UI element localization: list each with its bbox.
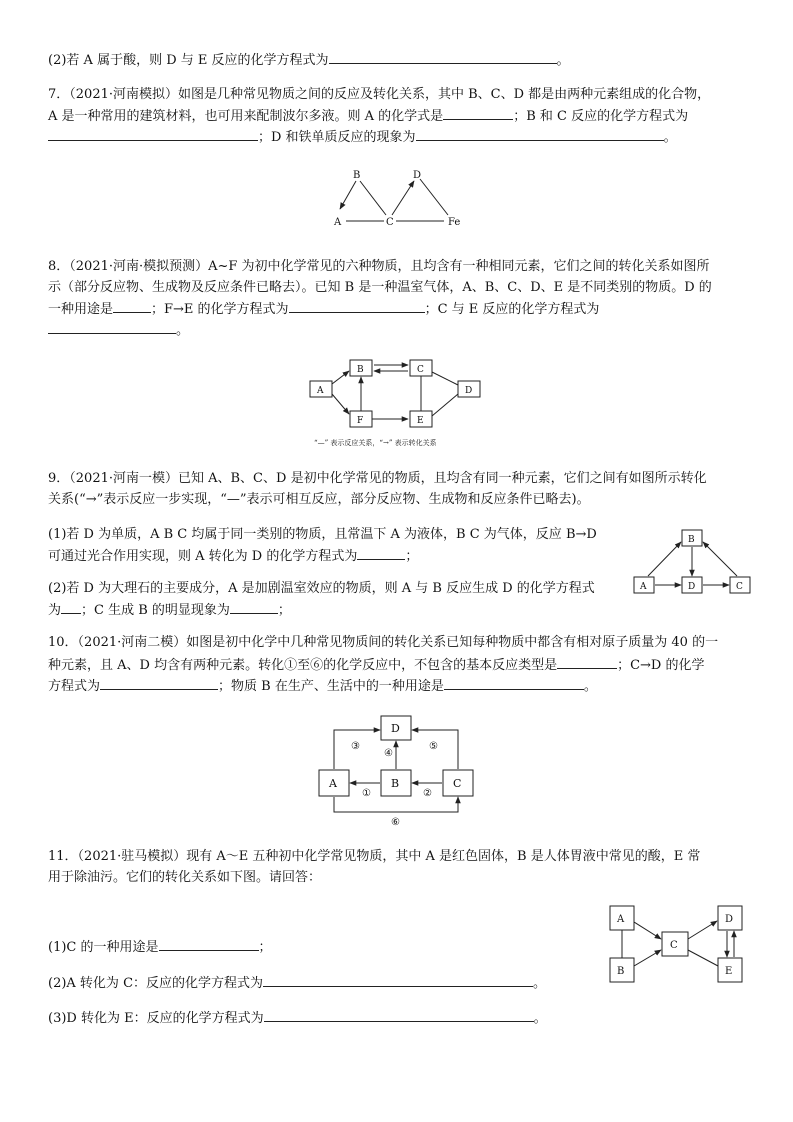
q11-node-b: B	[617, 966, 625, 977]
q8-line2: 示（部分反应物、生成物及反应条件已略去）。已知 B 是一种温室气体，A、B、C、D、E 是不同类别的物质。D 的	[48, 280, 712, 295]
q11-sub1-line	[48, 937, 272, 957]
q10-equation-blank[interactable]	[100, 676, 218, 690]
q10-node-b: B	[391, 777, 400, 790]
q7-node-c: C	[386, 217, 394, 228]
q9-diagram	[630, 526, 755, 601]
q7-node-a: A	[334, 217, 342, 228]
q10-line3-text-a: 方程式为	[48, 679, 101, 694]
q8-fe-equation-blank[interactable]	[289, 299, 425, 313]
q11-sub3-line	[48, 1008, 547, 1028]
q10-line2-text-a: 种元素，且 A、D 均含有两种元素。转化①至⑥的化学反应中，不包含的基本反应类型是	[48, 658, 558, 673]
q11-diagram	[606, 902, 756, 987]
q9-part1-line1: (1)若 D 为单质，A B C 均属于同一类别的物质，且常温下 A 为液体，B C 为气体，反应 B→D	[48, 527, 597, 542]
q7-diagram	[320, 165, 480, 235]
q7-line2-text-b: ；B 和 C 反应的化学方程式为	[513, 109, 689, 124]
q10-node-c: C	[453, 777, 462, 790]
q11-node-c: C	[670, 940, 678, 951]
q10-arrow-a-c	[334, 797, 458, 812]
q11-sub1-blank[interactable]	[159, 937, 259, 951]
q6-part2-text: (2)若 A 属于酸，则 D 与 E 反应的化学方程式为	[48, 53, 329, 68]
q8-line4	[48, 320, 189, 340]
q8-line4-end: 。	[176, 323, 190, 338]
q8-node-e: E	[417, 416, 424, 426]
q8-use-blank[interactable]	[113, 299, 151, 313]
q7-link-d-fe	[420, 179, 448, 215]
q10-node-a: A	[329, 777, 337, 790]
q7-arrow-b-a	[340, 181, 356, 209]
q9-part1-line2	[48, 546, 418, 566]
q10-line3-text-b: ；物质 B 在生产、生活中的一种用途是	[218, 679, 444, 694]
q9-part2-phenomenon-blank[interactable]	[230, 600, 278, 614]
q9-part2-end: ；	[277, 603, 291, 618]
q11-link-c-e	[688, 950, 718, 966]
q8-node-f: F	[357, 416, 364, 426]
q11-arrow-b-c	[634, 950, 661, 966]
q9-node-c: C	[736, 582, 743, 592]
q8-line3-text-b: ；F→E 的化学方程式为	[151, 302, 289, 317]
q11-sub2-end: 。	[533, 976, 547, 991]
q10-mark-1: ①	[362, 788, 371, 799]
q10-use-blank[interactable]	[444, 676, 584, 690]
q6-part2-blank[interactable]	[329, 50, 557, 64]
q9-line2: 关系(“→”表示反应一步实现，“—”表示可相互反应，部分反应物、生成物和反应条件已略去)。	[48, 492, 590, 507]
q9-node-b: B	[688, 535, 695, 545]
q7-line2	[48, 106, 688, 126]
q9-part1-end: ；	[405, 549, 419, 564]
q11-node-e: E	[725, 966, 733, 977]
q9-arrow-a-b	[648, 542, 681, 576]
q7-arrow-c-d	[392, 181, 414, 215]
q9-line1: 9．（2021·河南一模）已知 A、B、C、D 是初中化学常见的物质，且均含有同一种元素，它们之间有如图所示转化	[48, 471, 707, 486]
q8-line3-text-c: ；C 与 E 反应的化学方程式为	[424, 302, 600, 317]
q7-line3	[48, 127, 677, 147]
q8-line3-text-a: 一种用途是	[48, 302, 114, 317]
q10-mark-2: ②	[423, 788, 432, 799]
q10-mark-3: ③	[351, 741, 360, 752]
q10-line3-end: 。	[583, 679, 597, 694]
q10-line1: 10．（2021·河南二模）如图是初中化学中几种常见物质间的转化关系已知每种物质中都含有相对原子质量为 40 的一	[48, 635, 719, 650]
q6-part2-line	[48, 50, 570, 70]
q6-part2-end: 。	[556, 53, 570, 68]
q9-part1-text: 可通过光合作用实现，则 A 转化为 D 的化学方程式为	[48, 549, 358, 564]
q9-part2-text-a: 为	[48, 603, 62, 618]
q8-node-a: A	[317, 386, 324, 396]
q10-mark-4: ④	[384, 748, 393, 759]
q11-arrow-a-c	[634, 922, 661, 939]
q7-node-b: B	[353, 170, 361, 181]
q8-link-e-d	[432, 394, 458, 416]
q8-node-d: D	[465, 386, 473, 396]
q10-line3	[48, 676, 597, 696]
q11-line2: 用于除油污。它们的转化关系如下图。请回答：	[48, 870, 322, 885]
q7-equation-blank[interactable]	[48, 127, 258, 141]
q11-node-d: D	[725, 914, 734, 925]
q8-line3	[48, 299, 599, 319]
q11-line1: 11．（2021·驻马模拟）现有 A～E 五种初中化学常见物质，其中 A 是红色固体，B 是人体胃液中常见的酸，E 常	[48, 849, 701, 864]
q11-sub2-text: (2)A 转化为 C：反应的化学方程式为	[48, 976, 264, 991]
q9-arrow-c-b	[703, 542, 737, 576]
q9-node-d: D	[688, 582, 696, 592]
q11-sub1-end: ；	[258, 940, 272, 955]
q10-reaction-type-blank[interactable]	[557, 655, 617, 669]
q10-diagram	[315, 712, 475, 830]
q8-node-b: B	[357, 365, 364, 375]
q10-line2	[48, 655, 704, 675]
q11-arrow-c-d	[688, 921, 717, 939]
q9-part2-line2	[48, 600, 291, 620]
q9-part2-line1: (2)若 D 为大理石的主要成分，A 是加剧温室效应的物质，则 A 与 B 反应生成 D 的化学方程式	[48, 581, 595, 596]
q8-arrow-a-b	[332, 371, 349, 384]
q10-line2-text-b: ；C→D 的化学	[617, 658, 705, 673]
q7-line3-text-a: ；D 和铁单质反应的现象为	[258, 130, 416, 145]
q8-diagram	[306, 354, 496, 454]
q7-node-d: D	[413, 170, 422, 181]
q9-part1-blank[interactable]	[357, 546, 405, 560]
q8-node-c: C	[417, 365, 424, 375]
q7-formula-blank[interactable]	[443, 106, 513, 120]
q7-line2-text-a: A 是一种常用的建筑材料，也可用来配制波尔多液。则 A 的化学式是	[48, 109, 444, 124]
q7-link-b-c	[360, 181, 386, 215]
q8-arrow-a-f	[332, 394, 349, 414]
q7-line3-text-b: 。	[663, 130, 677, 145]
q8-link-c-d	[432, 372, 458, 385]
q11-node-a: A	[617, 914, 625, 925]
q8-line1: 8．（2021·河南·模拟预测）A~F 为初中化学常见的六种物质，且均含有一种相同元素，它们之间的转化关系如图所	[48, 259, 710, 274]
q9-part2-text-b: ；C 生成 B 的明显现象为	[81, 603, 230, 618]
q10-mark-5: ⑤	[429, 741, 438, 752]
q10-mark-6: ⑥	[391, 817, 400, 828]
q11-sub3-blank[interactable]	[264, 1008, 534, 1022]
q10-node-d: D	[391, 722, 400, 735]
q7-phenomenon-blank[interactable]	[416, 127, 664, 141]
q9-node-a: A	[640, 582, 647, 592]
q11-sub2-blank[interactable]	[263, 973, 533, 987]
q9-part2-equation-blank[interactable]	[61, 600, 81, 614]
q7-node-fe: Fe	[448, 217, 461, 228]
q11-sub3-text: (3)D 转化为 E：反应的化学方程式为	[48, 1011, 264, 1026]
q11-sub1-text: (1)C 的一种用途是	[48, 940, 159, 955]
q11-sub2-line	[48, 973, 546, 993]
q7-line1: 7．（2021·河南模拟）如图是几种常见物质之间的反应及转化关系，其中 B、C、D 都是由两种元素组成的化合物，	[48, 87, 711, 102]
q8-ce-equation-blank[interactable]	[48, 320, 176, 334]
q11-sub3-end: 。	[533, 1011, 547, 1026]
q8-legend: “—” 表示反应关系，“→” 表示转化关系	[314, 439, 437, 447]
